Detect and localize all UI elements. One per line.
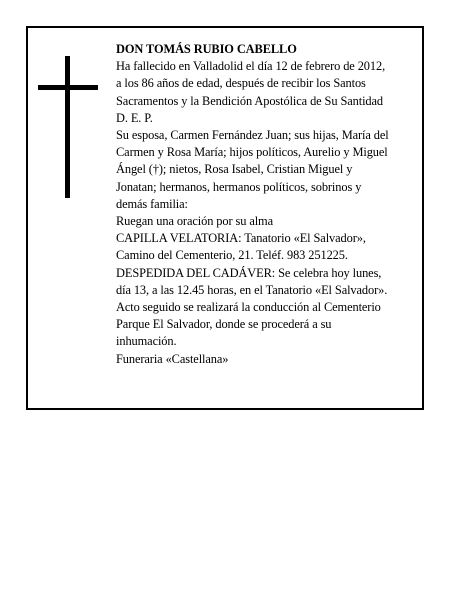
notice-line: Ruegan una oración por su alma: [116, 214, 273, 229]
latin-cross-icon: [38, 56, 98, 198]
notice-line: Parque El Salvador, donde se procederá a su: [116, 317, 332, 332]
notice-line: D. E. P.: [116, 110, 153, 125]
notice-line: CAPILLA VELATORIA: Tanatorio «El Salvador»,: [116, 231, 366, 246]
notice-line: Funeraria «Castellana»: [116, 351, 229, 366]
notice-line: Su esposa, Carmen Fernández Juan; sus hijas, María del: [116, 128, 389, 143]
deceased-name: DON TOMÁS RUBIO CABELLO: [116, 42, 297, 56]
notice-line: día 13, a las 12.45 horas, en el Tanatorio «El Salvador».: [116, 282, 388, 297]
obituary-text: [116, 41, 421, 368]
notice-line: demás familia:: [116, 196, 188, 211]
cross-vertical-bar: [65, 56, 70, 198]
notice-line: a los 86 años de edad, después de recibir los Santos: [116, 76, 366, 91]
notice-line: Camino del Cementerio, 21. Teléf. 983 251225.: [116, 248, 348, 263]
notice-line: Ha fallecido en Valladolid el día 12 de febrero de 2012,: [116, 59, 386, 74]
notice-line: inhumación.: [116, 334, 177, 349]
notice-line: Ángel (†); nietos, Rosa Isabel, Cristian Miguel y: [116, 162, 353, 177]
notice-line: DESPEDIDA DEL CADÁVER: Se celebra hoy lunes,: [116, 265, 382, 280]
notice-line: Carmen y Rosa María; hijos políticos, Aurelio y Miguel: [116, 145, 388, 160]
notice-line: Jonatan; hermanos, hermanos políticos, sobrinos y: [116, 179, 362, 194]
obituary-notice: [26, 26, 424, 410]
notice-line: Sacramentos y la Bendición Apostólica de Su Santidad: [116, 93, 384, 108]
notice-line: Acto seguido se realizará la conducción al Cementerio: [116, 300, 381, 315]
cross-horizontal-bar: [38, 85, 98, 90]
